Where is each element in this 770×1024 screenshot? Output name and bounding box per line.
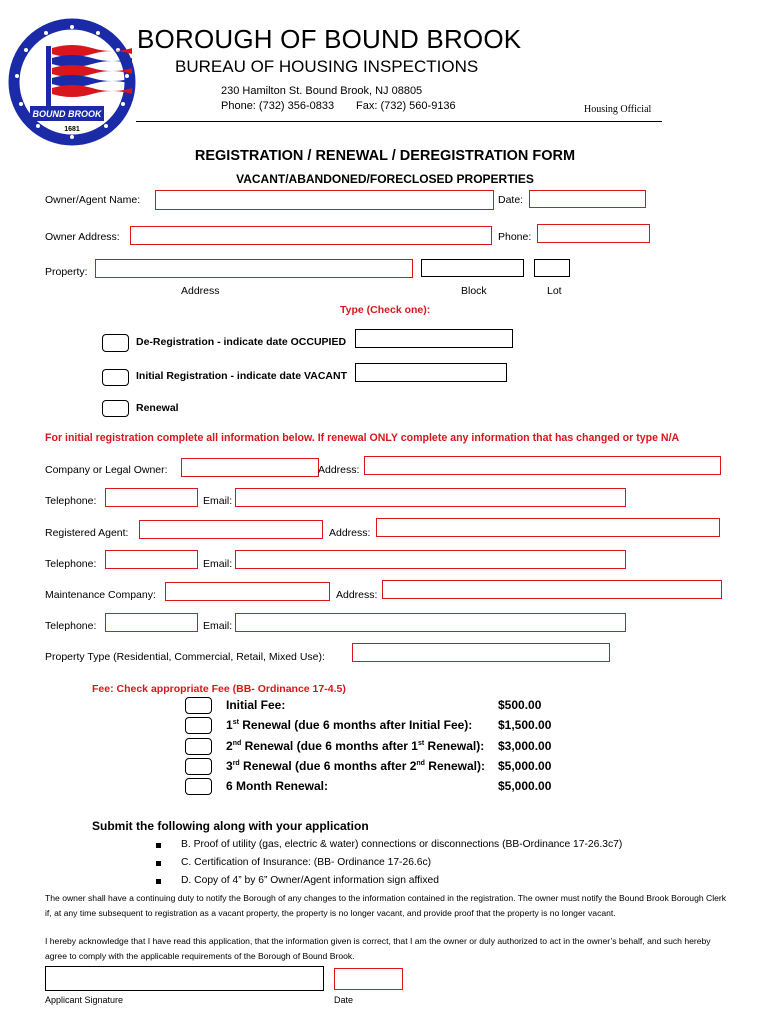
company-telephone-label: Telephone: [45, 495, 97, 507]
maintenance-email-label: Email: [203, 620, 233, 632]
fee-initial-label: Initial Fee: [226, 698, 286, 712]
fee-second-renewal-amount: $3,000.00 [498, 739, 552, 753]
form-subtitle: VACANT/ABANDONED/FORECLOSED PROPERTIES [236, 172, 534, 186]
agent-label: Registered Agent: [45, 527, 129, 539]
dereg-label: De-Registration - indicate date OCCUPIED [136, 336, 347, 348]
submit-item: C. Certification of Insurance: (BB- Ordinance 17-26.6c) [181, 857, 432, 868]
submit-item: D. Copy of 4” by 6” Owner/Agent information sign affixed [181, 875, 439, 886]
fee-third-renewal-label: 3rd Renewal (due 6 months after 2nd Renewal): [226, 759, 485, 773]
signature-field[interactable] [45, 966, 324, 991]
agent-field[interactable] [139, 520, 323, 539]
phone-label: Phone: [498, 231, 532, 243]
bullet-icon [156, 879, 161, 884]
owner-name-field[interactable] [155, 190, 494, 210]
maintenance-address-field[interactable] [382, 580, 722, 599]
fee-six-month-amount: $5,000.00 [498, 779, 552, 793]
header-phone: Phone: (732) 356-0833 [221, 100, 335, 112]
lot-caption: Lot [547, 285, 562, 297]
svg-text:BOUND BROOK: BOUND BROOK [32, 109, 102, 119]
company-address-label: Address: [318, 464, 360, 476]
housing-official: Housing Official [584, 104, 652, 115]
fee-third-renewal-checkbox[interactable] [185, 758, 212, 775]
borough-seal [8, 18, 136, 146]
dereg-date-field[interactable] [355, 329, 513, 348]
company-email-field[interactable] [235, 488, 626, 507]
maintenance-label: Maintenance Company: [45, 589, 156, 601]
initial-checkbox[interactable] [102, 369, 129, 386]
bullet-icon [156, 843, 161, 848]
block-field[interactable] [421, 259, 524, 277]
dereg-checkbox[interactable] [102, 334, 129, 352]
fee-third-renewal-amount: $5,000.00 [498, 759, 552, 773]
maintenance-address-label: Address: [336, 589, 378, 601]
form-title: REGISTRATION / RENEWAL / DEREGISTRATION FORM [194, 148, 576, 164]
phone-field[interactable] [537, 224, 650, 243]
initial-label: Initial Registration - indicate date VACANT [136, 370, 347, 382]
fee-second-renewal-label: 2nd Renewal (due 6 months after 1st Renewal): [226, 739, 485, 753]
fee-first-renewal-label: 1st Renewal (due 6 months after Initial Fee): [226, 718, 473, 732]
bullet-icon [156, 861, 161, 866]
agent-address-field[interactable] [376, 518, 720, 537]
borough-title: BOROUGH OF BOUND BROOK [137, 24, 522, 54]
header-rule [136, 121, 662, 122]
bureau-title: BUREAU OF HOUSING INSPECTIONS [175, 57, 479, 76]
agent-telephone-field[interactable] [105, 550, 198, 569]
agent-telephone-label: Telephone: [45, 558, 97, 570]
fee-initial-amount: $500.00 [498, 698, 542, 712]
seal-logo-icon [8, 18, 136, 146]
renewal-checkbox[interactable] [102, 400, 129, 417]
property-type-field[interactable] [352, 643, 610, 662]
company-field[interactable] [181, 458, 319, 477]
fee-six-month-label: 6 Month Renewal: [226, 779, 329, 793]
lot-field[interactable] [534, 259, 570, 277]
svg-text:1681: 1681 [64, 126, 80, 133]
maintenance-telephone-field[interactable] [105, 613, 198, 632]
fee-second-renewal-checkbox[interactable] [185, 738, 212, 755]
property-type-label: Property Type (Residential, Commercial, Retail, Mixed Use): [45, 651, 325, 663]
owner-address-label: Owner Address: [45, 231, 120, 243]
property-address-field[interactable] [95, 259, 413, 278]
instruction-text: For initial registration complete all information below. If renewal ONLY complete any information that has changed or type N/A [45, 432, 680, 444]
owner-name-label: Owner/Agent Name: [45, 194, 141, 206]
company-address-field[interactable] [364, 456, 721, 475]
header-address: 230 Hamilton St. Bound Brook, NJ 08805 [221, 85, 423, 97]
maintenance-email-field[interactable] [235, 613, 626, 632]
agent-address-label: Address: [329, 527, 371, 539]
notice-paragraph: The owner shall have a continuing duty to notify the Borough of any changes to the information contained in the registration. The owner must notify the Bound Brook Borough Clerk if, at any time subsequent to registration as a vacant property, the property is no longer vacant, and provide proof that the property is no longer vacant. [45, 893, 727, 918]
signature-date-label: Date [334, 995, 354, 1005]
header-fax: Fax: (732) 560-9136 [356, 100, 456, 112]
fee-first-renewal-amount: $1,500.00 [498, 718, 552, 732]
fee-six-month-checkbox[interactable] [185, 778, 212, 795]
block-caption: Block [461, 285, 487, 297]
type-label: Type (Check one): [340, 304, 431, 316]
date-field[interactable] [529, 190, 646, 208]
agent-email-field[interactable] [235, 550, 626, 569]
submit-item: B. Proof of utility (gas, electric & water) connections or disconnections (BB-Ordinance 17-26.3c7) [181, 839, 623, 850]
company-telephone-field[interactable] [105, 488, 198, 507]
fee-heading: Fee: Check appropriate Fee (BB- Ordinance 17-4.5) [92, 683, 346, 695]
signature-date-field[interactable] [334, 968, 403, 990]
acknowledgement-paragraph: I hereby acknowledge that I have read this application, that the information given is correct, that I am the owner or duly authorized to act in the owner’s behalf, and such hereby agree to comply with the applicable requirements of the Borough of Bound Brook. [45, 936, 711, 961]
property-label: Property: [45, 266, 88, 278]
owner-address-field[interactable] [130, 226, 492, 245]
renewal-label: Renewal [136, 402, 179, 414]
address-caption: Address [181, 285, 220, 297]
fee-initial-checkbox[interactable] [185, 697, 212, 714]
signature-label: Applicant Signature [45, 995, 124, 1005]
maintenance-field[interactable] [165, 582, 330, 601]
agent-email-label: Email: [203, 558, 233, 570]
initial-date-field[interactable] [355, 363, 507, 382]
company-label: Company or Legal Owner: [45, 464, 168, 476]
maintenance-telephone-label: Telephone: [45, 620, 97, 632]
fee-first-renewal-checkbox[interactable] [185, 717, 212, 734]
date-label: Date: [498, 194, 524, 206]
submit-heading: Submit the following along with your application [92, 819, 369, 833]
company-email-label: Email: [203, 495, 233, 507]
